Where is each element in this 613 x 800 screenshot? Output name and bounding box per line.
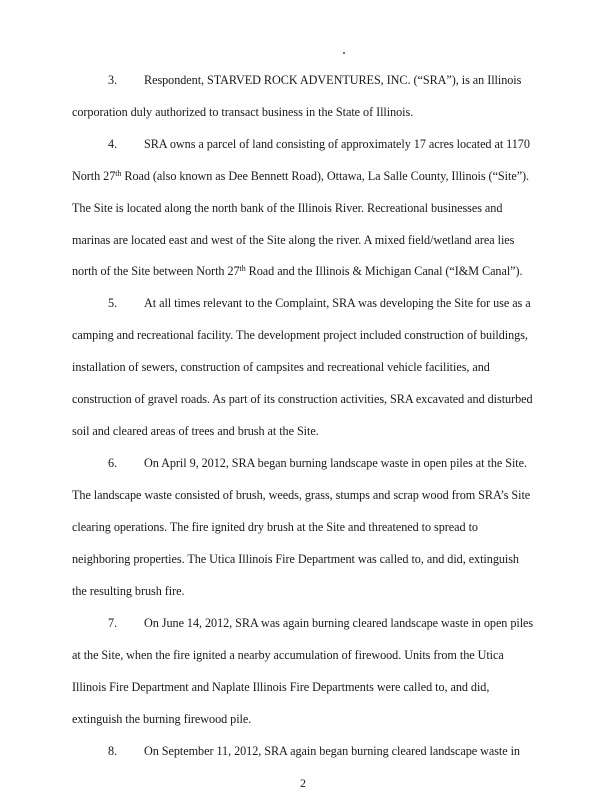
paragraph-line: construction of gravel roads. As part of its construction activities, SRA excavated and disturbed bbox=[72, 392, 533, 406]
paragraph-line: neighboring properties. The Utica Illinois Fire Department was called to, and did, extinguish bbox=[72, 552, 519, 566]
paragraph-number: 4. bbox=[108, 137, 118, 151]
paragraph-line: The Site is located along the north bank of the Illinois River. Recreational businesses and bbox=[72, 201, 503, 215]
paragraph-line: On September 11, 2012, SRA again began burning cleared landscape waste in bbox=[144, 744, 520, 758]
ordinal-superscript: th bbox=[239, 264, 246, 273]
paragraph-line: corporation duly authorized to transact business in the State of Illinois. bbox=[72, 105, 414, 119]
text-segment: North 27 bbox=[72, 169, 116, 183]
paragraph-line: the resulting brush fire. bbox=[72, 584, 185, 598]
text-segment: north of the Site between North 27 bbox=[72, 264, 240, 278]
paragraph-line: Illinois Fire Department and Naplate Illinois Fire Departments were called to, and did, bbox=[72, 680, 490, 694]
paragraph-line: soil and cleared areas of trees and brush at the Site. bbox=[72, 424, 319, 438]
paragraph-line: Respondent, STARVED ROCK ADVENTURES, INC. (“SRA”), is an Illinois bbox=[144, 73, 522, 87]
paragraph-line: SRA owns a parcel of land consisting of approximately 17 acres located at 1170 bbox=[144, 137, 530, 151]
paragraph-number: 5. bbox=[108, 296, 118, 310]
paragraph-line-with-superscript bbox=[72, 168, 529, 184]
paragraph-line: On April 9, 2012, SRA began burning landscape waste in open piles at the Site. bbox=[144, 456, 527, 470]
scan-speck bbox=[343, 52, 345, 54]
paragraph-line-with-superscript bbox=[72, 263, 523, 279]
paragraph-line: marinas are located east and west of the Site along the river. A mixed field/wetland area lies bbox=[72, 233, 515, 247]
paragraph-line: at the Site, when the fire ignited a nearby accumulation of firewood. Units from the Utica bbox=[72, 648, 504, 662]
paragraph-number: 6. bbox=[108, 456, 118, 470]
page-number: 2 bbox=[300, 776, 306, 790]
paragraph-line: installation of sewers, construction of campsites and recreational vehicle facilities, and bbox=[72, 360, 490, 374]
paragraph-line: At all times relevant to the Complaint, SRA was developing the Site for use as a bbox=[144, 296, 531, 310]
paragraph-line: On June 14, 2012, SRA was again burning cleared landscape waste in open piles bbox=[144, 616, 534, 630]
paragraph-number: 8. bbox=[108, 744, 118, 758]
paragraph-line: The landscape waste consisted of brush, weeds, grass, stumps and scrap wood from SRA’s Site bbox=[72, 488, 531, 502]
ordinal-superscript: th bbox=[115, 169, 122, 178]
paragraph-line: camping and recreational facility. The development project included construction of buildings, bbox=[72, 328, 528, 342]
text-segment: Road (also known as Dee Bennett Road), Ottawa, La Salle County, Illinois (“Site”). bbox=[121, 169, 530, 183]
paragraph-number: 3. bbox=[108, 73, 118, 87]
paragraph-line: clearing operations. The fire ignited dry brush at the Site and threatened to spread to bbox=[72, 520, 478, 534]
text-segment: Road and the Illinois & Michigan Canal (“I&M Canal”). bbox=[245, 264, 523, 278]
paragraph-number: 7. bbox=[108, 616, 118, 630]
paragraph-line: extinguish the burning firewood pile. bbox=[72, 712, 252, 726]
